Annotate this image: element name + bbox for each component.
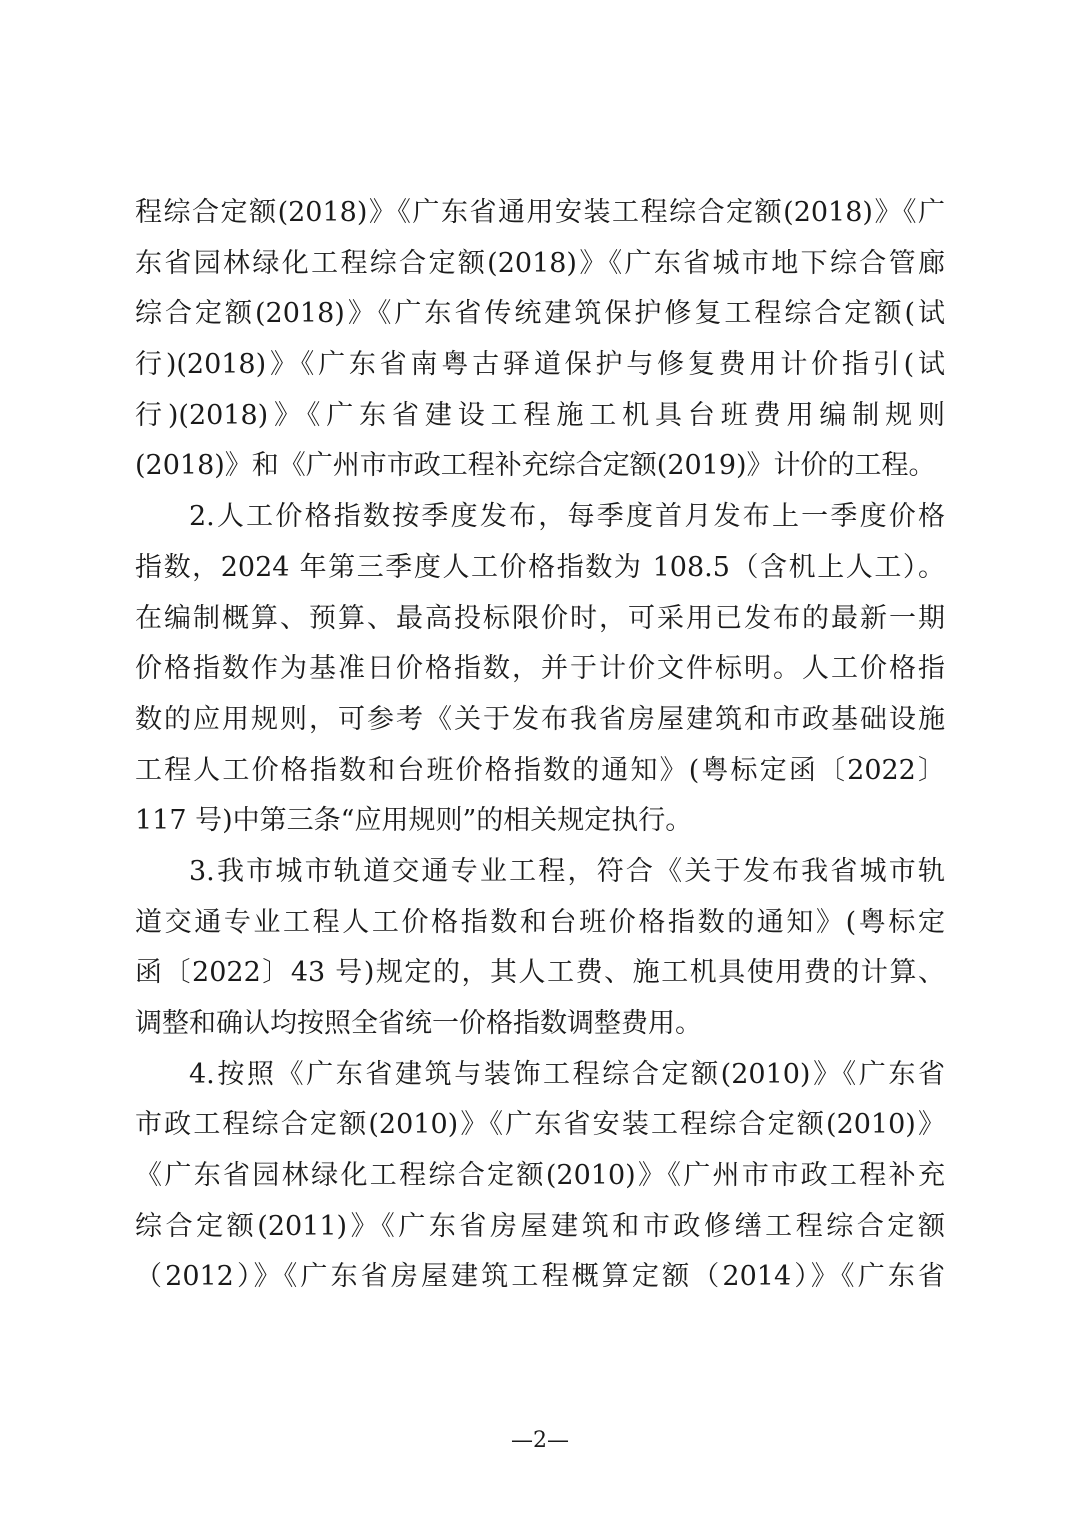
text-line: 3.我市城市轨道交通专业工程，符合《关于发布我省城市轨 [189,855,945,887]
text-line: 4.按照《广东省建筑与装饰工程综合定额(2010)》《广东省 [189,1058,945,1090]
text-line: （2012）》《广东省房屋建筑工程概算定额（2014）》《广东省 [135,1261,945,1293]
text-line: 工程人工价格指数和台班价格指数的通知》(粤标定函〔2022〕 [135,754,945,786]
text-line: 行)(2018)》《广东省南粤古驿道保护与修复费用计价指引(试 [135,349,945,381]
text-line: 程综合定额(2018)》《广东省通用安装工程综合定额(2018)》《广 [135,197,945,228]
text-line: 调整和确认均按照全省统一价格指数调整费用。 [135,1008,702,1039]
text-line: 函〔2022〕43 号)规定的，其人工费、施工机具使用费的计算、 [135,957,945,989]
text-line: 价格指数作为基准日价格指数，并于计价文件标明。人工价格指 [135,653,945,685]
text-line: 东省园林绿化工程综合定额(2018)》《广东省城市地下综合管廊 [135,247,945,279]
text-line: 指数，2024 年第三季度人工价格指数为 108.5（含机上人工）。 [135,551,945,583]
text-line: 《广东省园林绿化工程综合定额(2010)》《广州市市政工程补充 [135,1160,945,1192]
text-line: (2018)》和《广州市市政工程补充综合定额(2019)》计价的工程。 [135,450,936,482]
document-body [135,188,945,1303]
text-line: 市政工程综合定额(2010)》《广东省安装工程综合定额(2010)》 [135,1109,945,1141]
text-line: 数的应用规则，可参考《关于发布我省房屋建筑和市政基础设施 [135,703,945,735]
text-line: 道交通专业工程人工价格指数和台班价格指数的通知》(粤标定 [135,906,945,938]
text-line: 117 号)中第三条“应用规则”的相关规定执行。 [135,805,693,837]
text-line: 在编制概算、预算、最高投标限价时，可采用已发布的最新一期 [135,602,945,634]
text-line: 综合定额(2018)》《广东省传统建筑保护修复工程综合定额(试 [135,298,945,330]
page-number: —2— [511,1428,569,1453]
text-line: 综合定额(2011)》《广东省房屋建筑和市政修缮工程综合定额 [135,1210,945,1242]
text-line: 行)(2018)》《广东省建设工程施工机具台班费用编制规则 [135,399,945,431]
text-line: 2.人工价格指数按季度发布，每季度首月发布上一季度价格 [189,501,945,533]
